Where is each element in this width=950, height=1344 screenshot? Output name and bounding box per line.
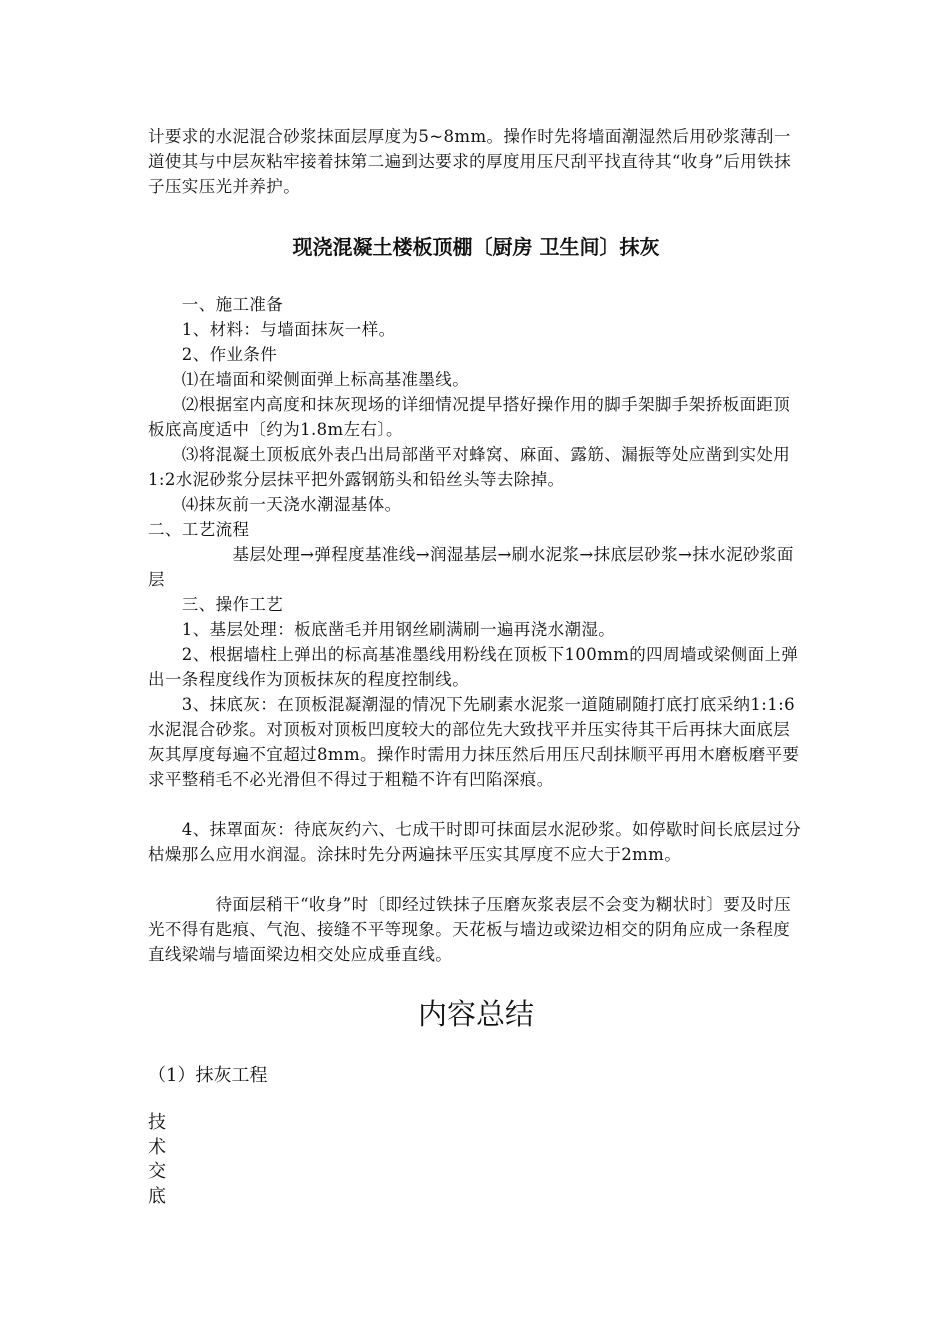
- op-2: 2、根据墙柱上弹出的标高基准墨线用粉线在顶板下100mm的四周墙或梁侧面上弹出一条程度线作为顶板抹灰的程度控制线。: [148, 645, 799, 689]
- item-materials: 1、材料：与墙面抹灰一样。: [148, 320, 396, 339]
- section-title: 现浇混凝土楼板顶棚〔厨房 卫生间〕抹灰: [292, 235, 660, 259]
- condition-3: ⑶将混凝土顶板底外表凸出局部凿平对蜂窝、麻面、露筋、漏振等处应凿到实处用1:2水泥砂浆分层抹平把外露钢筋头和铅丝头等去除掉。: [148, 445, 791, 489]
- op-4: 4、抹罩面灰：待底灰约六、七成干时即可抹面层水泥砂浆。如停歇时间长底层过分枯燥那么应用水润湿。涂抹时先分两遍抹平压实其厚度不应大于2mm。: [148, 820, 802, 864]
- item-conditions: 2、作业条件: [148, 345, 278, 364]
- intro-paragraph: 计要求的水泥混合砂浆抹面层厚度为5~8mm。操作时先将墙面潮湿然后用砂浆薄刮一道使其与中层灰粘牢接着抹第二遍到达要求的厚度用压尺刮平找直待其“收身”后用铁抹子压实压光并养护。: [148, 127, 791, 196]
- vertical-label: [148, 1111, 166, 1209]
- step-heading-flow: 二、工艺流程: [148, 520, 250, 539]
- condition-1: ⑴在墙面和梁侧面弹上标高基准墨线。: [148, 370, 470, 389]
- vertical-char: 底: [148, 1185, 166, 1207]
- summary-title: 内容总结: [417, 997, 534, 1031]
- step-heading-ops: 三、操作工艺: [148, 595, 284, 614]
- vertical-char: 术: [148, 1136, 166, 1158]
- finishing-paragraph: 待面层稍干“收身”时〔即经过铁抹子压磨灰浆表层不会变为糊状时〕要及时压光不得有匙痕、气泡、接缝不平等现象。天花板与墙边或梁边相交的阴角应成一条程度直线梁端与墙面梁边相交处应成垂直线。: [148, 895, 791, 964]
- condition-2: ⑵根据室内高度和抹灰现场的详细情况提早搭好操作用的脚手架脚手架挢板面距顶板底高度适中〔约为1.8m左右〕。: [148, 395, 791, 439]
- op-1: 1、基层处理：板底凿毛并用钢丝刷满刷一遍再浇水潮湿。: [148, 620, 616, 639]
- vertical-char: 交: [148, 1161, 166, 1182]
- process-flow: 基层处理→弹程度基准线→润湿基层→刷水泥浆→抹底层砂浆→抹水泥砂浆面层: [148, 545, 794, 589]
- op-3: 3、抹底灰：在顶板混凝潮湿的情况下先刷素水泥浆一道随刷随打底打底采纳1:1:6水泥混合砂浆。对顶板对顶板凹度较大的部位先大致找平并压实待其干后再抹大面底层灰其厚度每遍不宜超过8mm。操作时需用力抹压然后用压尺刮抹顺平再用木磨板磨平要求平整稍毛不必光滑但不得过于粗糙不许有凹陷深痕。: [148, 695, 800, 789]
- vertical-char: 技: [148, 1112, 166, 1133]
- condition-4: ⑷抹灰前一天浇水潮湿基体。: [148, 495, 402, 514]
- step-heading-prep: 一、施工准备: [148, 295, 284, 314]
- summary-item: （1）抹灰工程: [148, 1065, 268, 1086]
